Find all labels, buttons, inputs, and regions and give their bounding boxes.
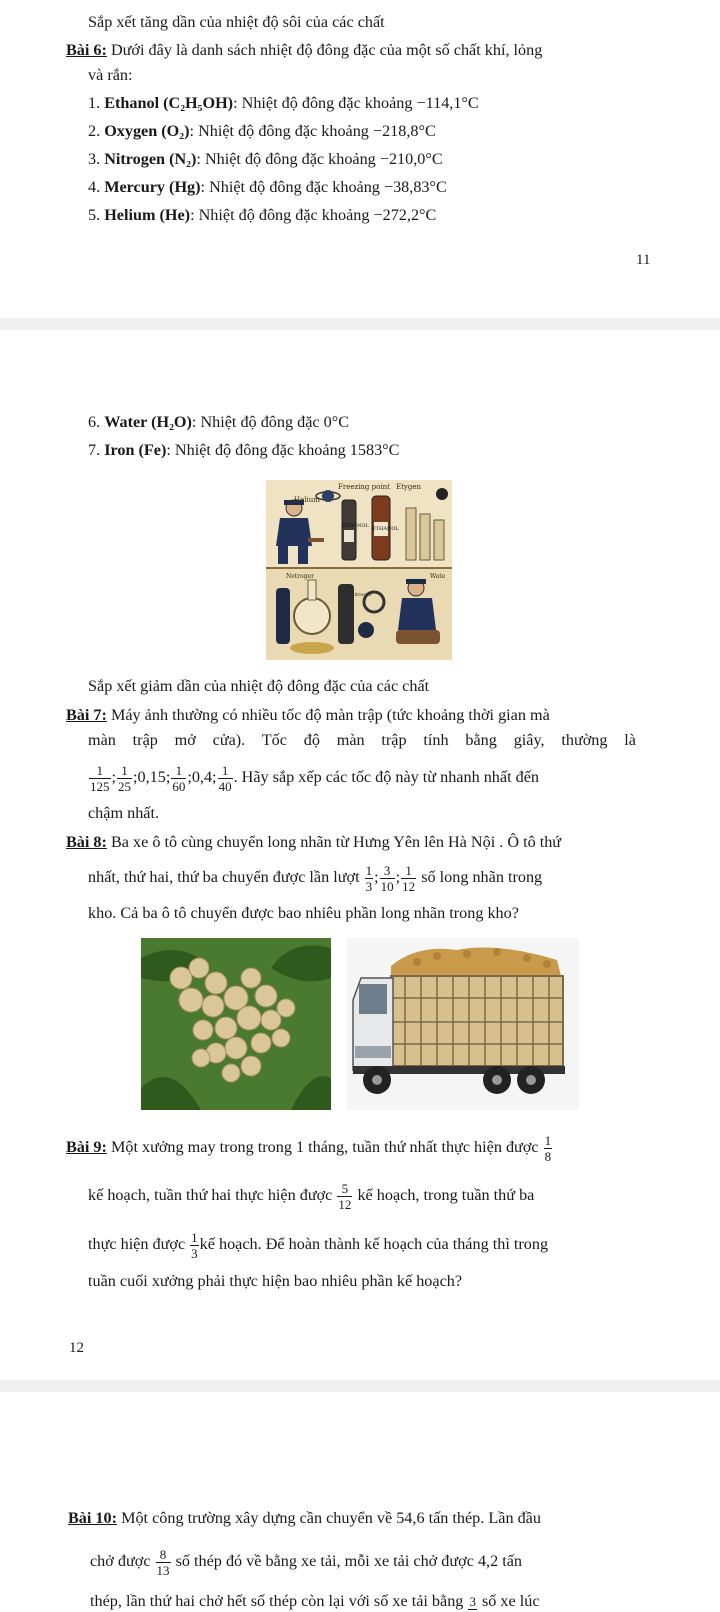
exercise-6-text1: Dưới đây là danh sách nhiệt độ đông đặc của một số chất khí, lỏng xyxy=(110,41,543,59)
item-name: Iron (Fe) xyxy=(104,441,167,459)
exercise-9-line1 xyxy=(66,1128,553,1168)
exercise-10-label: Bài 10: xyxy=(68,1509,118,1527)
exercise-8-line1 xyxy=(66,832,561,852)
item-number: 5. xyxy=(88,206,101,224)
fraction: $\frac{1}{3}$ xyxy=(191,1229,198,1261)
item-name: Ethanol (C₂H₅OH) xyxy=(104,94,234,112)
item-number: 7. xyxy=(88,441,101,459)
label-ethanol: ETHANOL xyxy=(372,526,399,532)
fraction: $\frac{1}{25}$ xyxy=(118,762,131,794)
fraction: $\frac{1}{12}$ xyxy=(402,862,416,894)
freezing-point-illustration xyxy=(266,480,452,660)
exercise-10-text: chở được xyxy=(90,1552,151,1570)
item-number: 2. xyxy=(88,122,101,140)
list-item xyxy=(88,121,436,141)
exercise-9-text: kế hoạch. Để hoàn thành kế hoạch của tháng thì trong xyxy=(199,1235,549,1253)
exercise-8-text: Ba xe ô tô cùng chuyển long nhãn từ Hưng Yên lên Hà Nội . Ô tô thứ xyxy=(110,833,562,851)
exercise-10-line2 xyxy=(90,1542,522,1582)
exercise-6-line1 xyxy=(66,40,542,60)
value-text: ;0,4; xyxy=(187,768,217,786)
item-name: Nitrogen (N₂) xyxy=(104,150,197,168)
fraction: $\frac{5}{12}$ xyxy=(338,1180,352,1212)
exercise-10-text: Một công trường xây dựng cần chuyển về 54,6 tấn thép. Lần đầu xyxy=(121,1509,541,1527)
longan-photo xyxy=(141,938,331,1110)
label-etygen: Etygen xyxy=(396,483,422,491)
exercise-9-line3 xyxy=(88,1225,548,1265)
item-name: Helium (He) xyxy=(104,206,191,224)
exercise-9-line2 xyxy=(88,1176,534,1216)
exercise-7-label: Bài 7: xyxy=(66,706,107,724)
item-name: Oxygen (O₂) xyxy=(104,122,190,140)
list-item xyxy=(88,177,447,197)
exercise-7-line1 xyxy=(66,705,550,725)
exercise-8-line3: kho. Cả ba ô tô chuyển được bao nhiêu phần long nhãn trong kho? xyxy=(88,904,519,922)
item-name: Water (H₂O) xyxy=(104,413,192,431)
exercise-6-line2: và rắn: xyxy=(88,66,133,84)
label-wate: Wate xyxy=(430,573,446,580)
exercise-10-line1 xyxy=(68,1508,541,1528)
item-text: : Nhiệt độ đông đặc khoảng −114,1°C xyxy=(233,94,479,112)
exercise-9-text: thực hiện được xyxy=(88,1235,186,1253)
label-ethanol: ETHANOL xyxy=(342,523,369,529)
label-helium: Helium xyxy=(294,496,320,504)
page-break xyxy=(0,1380,720,1392)
exercise-8-line2: nhất, thứ hai, thứ ba chuyển được lần lượt $\frac{1}{3}$ ; $\frac{3}{10}$ ; $\frac{1}{12}$ số long nhãn trong xyxy=(88,862,543,894)
exercise-9-text: kế hoạch, trong tuần thứ ba xyxy=(357,1186,535,1204)
exercise-10-text: thép, lần thứ hai chở hết số thép còn lại với số xe tải bằng xyxy=(90,1592,464,1610)
exercise-9-text: Một xưởng may trong trong 1 tháng, tuần thứ nhất thực hiện được xyxy=(110,1138,539,1156)
truck-photo xyxy=(347,938,579,1110)
exercise-10-text: số thép đó về bằng xe tải, mỗi xe tải chở được 4,2 tấn xyxy=(175,1552,523,1570)
fraction: $\frac{1}{3}$ xyxy=(365,862,373,894)
item-text: : Nhiệt độ đông đặc 0°C xyxy=(191,413,349,431)
list-item xyxy=(88,440,399,460)
label-nitroger: Nitroger xyxy=(350,592,372,598)
page-break xyxy=(0,318,720,330)
label-freezing-point: Freezing point xyxy=(338,483,390,491)
exercise-9-text: kế hoạch, tuần thứ hai thực hiện được xyxy=(88,1186,333,1204)
list-item xyxy=(88,412,349,432)
sort-line: Sắp xết giảm dần của nhiệt độ đông đặc của các chất xyxy=(88,677,430,695)
item-name: Mercury (Hg) xyxy=(104,178,201,196)
label-netroger: Netroger xyxy=(286,573,314,580)
exercise-8-text: nhất, thứ hai, thứ ba chuyển được lần lượt xyxy=(88,868,360,886)
page-number: 12 xyxy=(69,1340,84,1356)
exercise-7-line2: màn trập mở cửa). Tốc độ màn trập tính bằng giây, thường là xyxy=(88,731,636,749)
fraction: $\frac{1}{60}$ xyxy=(172,762,186,794)
exercise-9-label: Bài 9: xyxy=(66,1138,107,1156)
item-text: : Nhiệt độ đông đặc khoảng −272,2°C xyxy=(190,206,437,224)
top-line: Sắp xết tăng dần của nhiệt độ sôi của các chất xyxy=(88,13,385,31)
item-number: 1. xyxy=(88,94,101,112)
list-item xyxy=(88,205,436,225)
exercise-10-line3 xyxy=(90,1590,540,1612)
item-number: 3. xyxy=(88,150,101,168)
exercise-7-line4: chậm nhất. xyxy=(88,804,160,822)
list-item xyxy=(88,149,443,169)
item-text: : Nhiệt độ đông đặc khoảng −210,0°C xyxy=(196,150,443,168)
value-text: ;0,15; xyxy=(133,768,171,786)
item-text: : Nhiệt độ đông đặc khoảng −38,83°C xyxy=(200,178,447,196)
exercise-7-text: Máy ảnh thường có nhiều tốc độ màn trập (tức khoảng thời gian mà xyxy=(110,706,550,724)
exercise-8-label: Bài 8: xyxy=(66,833,107,851)
fraction: $\frac{8}{13}$ xyxy=(156,1546,170,1578)
list-item xyxy=(88,93,479,113)
fraction: $\frac{1}{40}$ xyxy=(218,762,232,794)
item-text: : Nhiệt độ đông đặc khoảng 1583°C xyxy=(166,441,400,459)
item-text: : Nhiệt độ đông đặc khoảng −218,8°C xyxy=(189,122,436,140)
fraction: 3 xyxy=(469,1594,476,1610)
item-number: 4. xyxy=(88,178,101,196)
page-number: 11 xyxy=(636,252,651,268)
exercise-9-line4: tuần cuối xưởng phải thực hiện bao nhiêu phần kế hoạch? xyxy=(88,1272,463,1290)
fraction: $\frac{1}{125}$ xyxy=(90,762,110,794)
fraction: $\frac{3}{10}$ xyxy=(380,862,394,894)
exercise-6-label: Bài 6: xyxy=(66,41,107,59)
item-number: 6. xyxy=(88,413,101,431)
exercise-7-text: . Hãy sắp xếp các tốc độ này từ nhanh nhất đến xyxy=(233,768,540,786)
exercise-8-text: số long nhãn trong xyxy=(421,868,543,886)
exercise-10-text: số xe lúc xyxy=(481,1592,540,1610)
fraction: $\frac{1}{8}$ xyxy=(544,1132,552,1164)
exercise-7-line3: $\frac{1}{125}$ ; $\frac{1}{25}$ ;0,15; $\frac{1}{60}$ ;0,4; $\frac{1}{40}$ . Hãy sắp xếp các tốc độ này từ nhanh nhất đến xyxy=(90,762,540,794)
